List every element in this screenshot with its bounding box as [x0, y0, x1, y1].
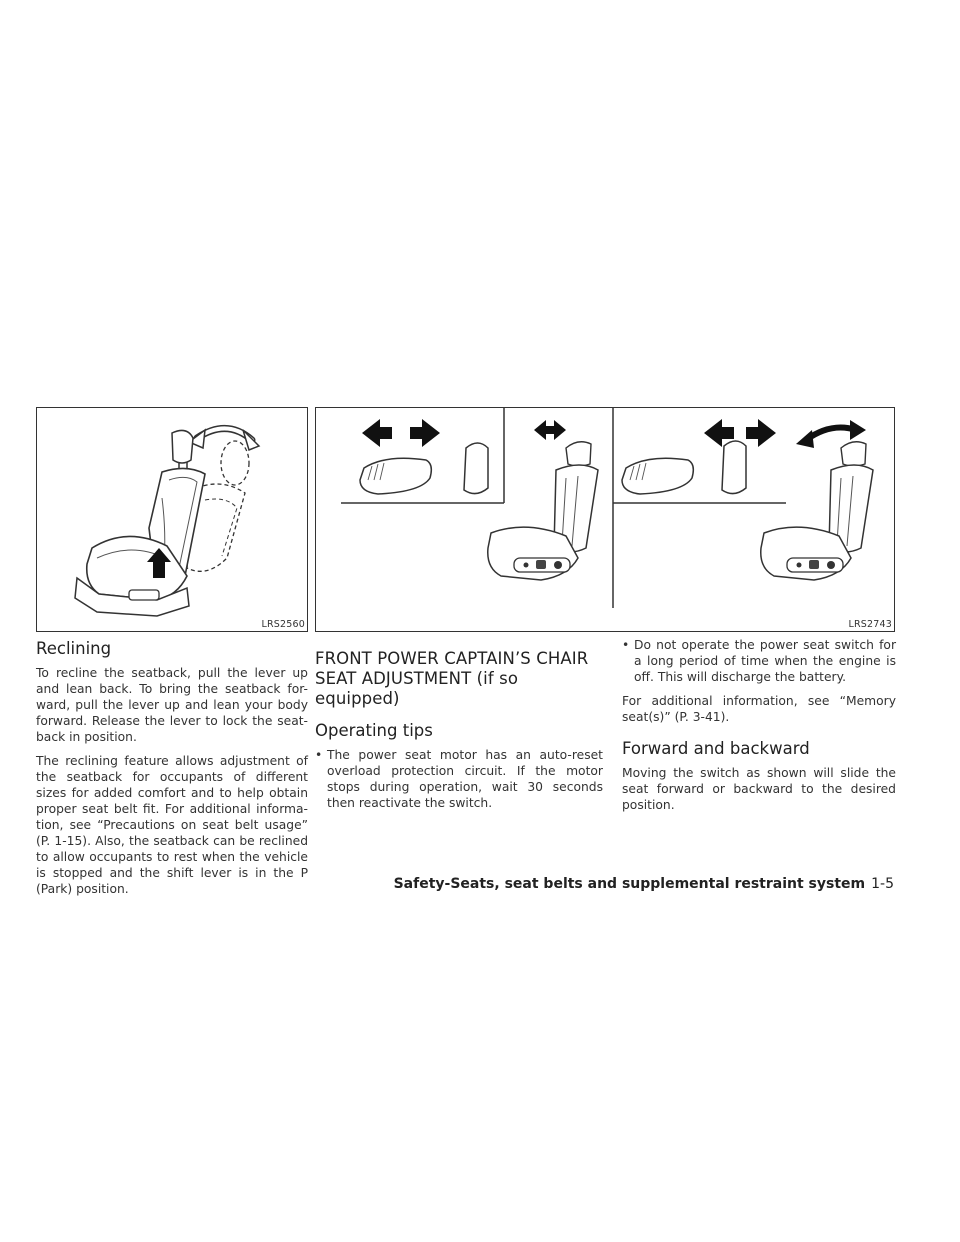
page-number: 1-5	[871, 876, 894, 892]
operating-tips-list-continued	[622, 637, 896, 685]
operating-tips-list	[315, 747, 603, 811]
captain-chair-heading: FRONT POWER CAPTAIN’S CHAIR SEAT ADJUSTMENT (if so equipped)	[315, 649, 589, 708]
column-captain-chair	[315, 637, 603, 819]
section-title: Safety-Seats, seat belts and supplemental restraint system	[393, 876, 866, 892]
tip-text-2: Do not operate the power seat switch for a long period of time when the engine is off. This will discharge the battery.	[634, 638, 896, 684]
operating-tips-heading: Operating tips	[315, 721, 433, 740]
page-footer	[394, 876, 894, 892]
figure-code-left: LRS2560	[261, 619, 305, 630]
reclining-heading: Reclining	[36, 639, 112, 658]
power-seat-illustration	[316, 408, 894, 630]
forward-backward-heading: Forward and backward	[622, 739, 810, 758]
figure-reclining	[36, 407, 308, 632]
figure-code-right: LRS2743	[848, 619, 892, 630]
list-item: • The power seat motor has an auto-reset overload protection circuit. If the motor stops during operation, wait 30 seconds then reactivate the switch.	[315, 748, 603, 810]
reclining-paragraph-2: The reclining feature allows adjustment of the seatback for occupants of different sizes for added comfort and to help obtain proper seat belt fit. For additional informa-tion, see “Precautions on seat belt usage” (P. 1-15). Also, the seatback can be reclined to allow occupants to rest when the vehicle is stopped and the shift lever is in the P (Park) position.	[36, 754, 308, 896]
forward-backward-text: Moving the switch as shown will slide the seat forward or backward to the desired position.	[622, 766, 896, 812]
column-reclining	[36, 637, 308, 905]
reclining-paragraph-1: To recline the seatback, pull the lever up and lean back. To bring the seatback for-ward, pull the lever up and lean your body forward. Release the lever to lock the seat-back in position.	[36, 666, 308, 744]
memory-seat-note: For additional information, see “Memory seat(s)” (P. 3-41).	[622, 694, 896, 724]
list-item: • Do not operate the power seat switch for a long period of time when the engine is off. This will discharge the battery.	[622, 638, 896, 684]
reclining-seat-illustration	[37, 408, 307, 630]
figure-power-seat	[315, 407, 895, 632]
tip-text-1: The power seat motor has an auto-reset overload protection circuit. If the motor stops during operation, wait 30 seconds then reactivate the switch.	[327, 748, 603, 810]
column-forward-backward	[622, 637, 896, 821]
